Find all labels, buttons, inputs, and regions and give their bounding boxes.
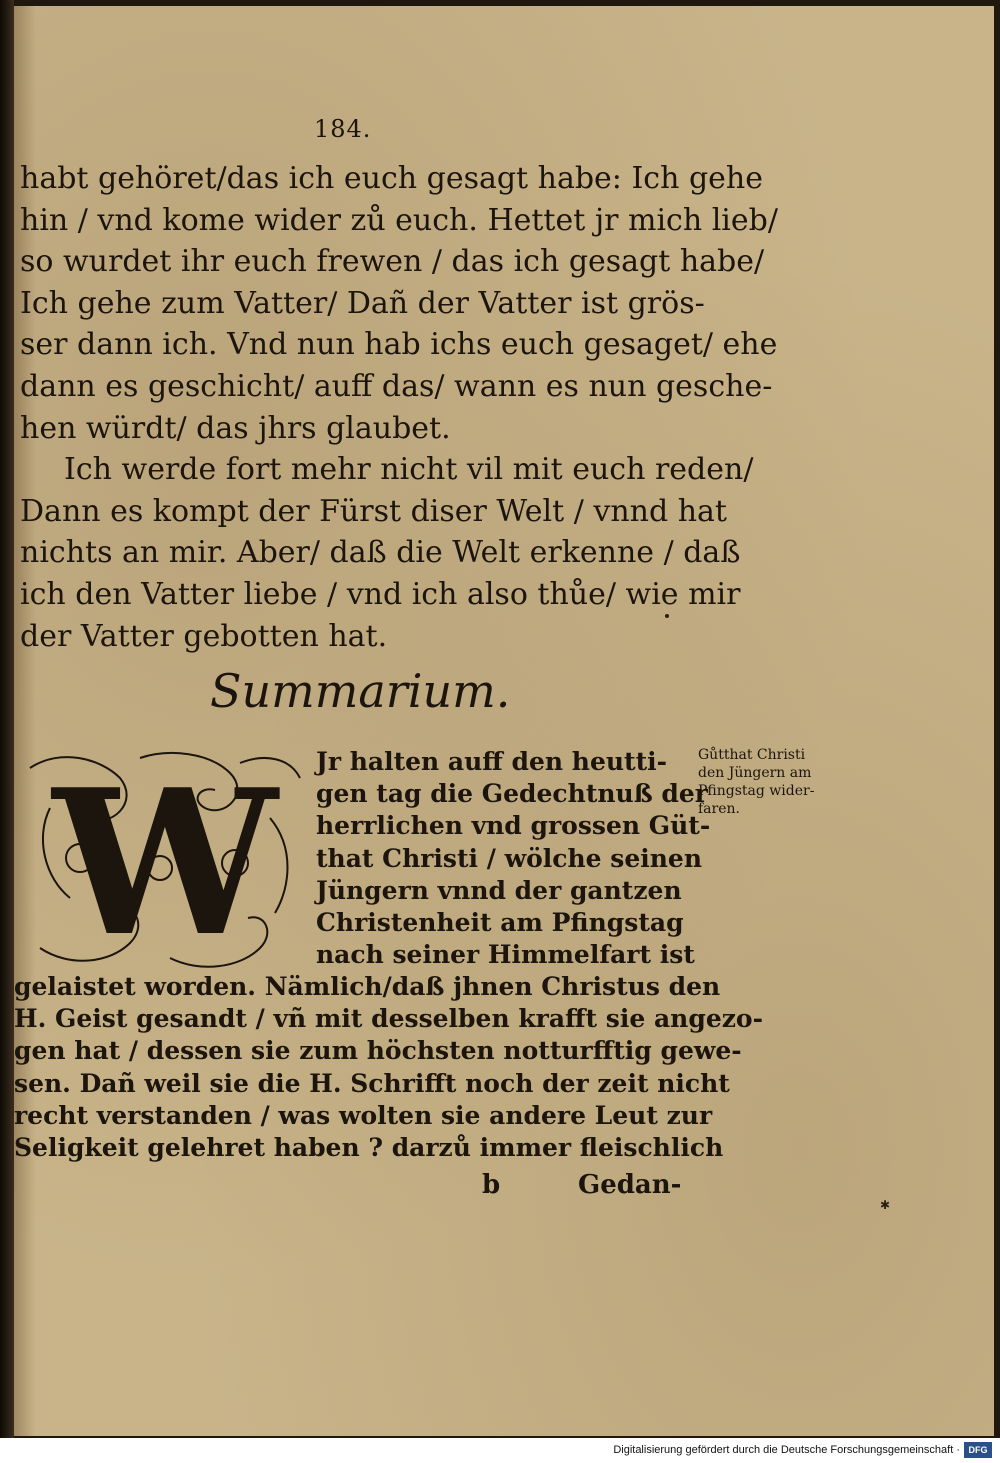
text-line: recht verstanden / was wolten sie andere Leut zur [14, 1100, 713, 1130]
text-line: nach seiner Himmelfart ist [316, 940, 695, 970]
section-heading: Summarium. [210, 664, 511, 718]
signature-mark: b [482, 1170, 501, 1200]
margin-note-line: Gůtthat Christi [698, 747, 806, 763]
text-line: Ich werde fort mehr nicht vil mit euch reden/ [64, 452, 754, 488]
text-line: Seligkeit gelehret haben ? darzů immer fleischlich [14, 1133, 724, 1163]
page-number: 184. [314, 115, 372, 143]
text-line: H. Geist gesandt / vñ mit desselben krafft sie angezo- [14, 1004, 763, 1034]
summary-text [14, 971, 763, 1164]
text-line: so wurdet ihr euch frewen / das ich gesagt habe/ [20, 244, 765, 280]
text-line: nichts an mir. Aber/ daß die Welt erkenne / daß [20, 535, 741, 571]
text-line: der Vatter gebotten hat. [20, 618, 388, 654]
text-line: sen. Dañ weil sie die H. Schrifft noch der zeit nicht [14, 1068, 730, 1098]
margin-note [698, 746, 858, 818]
text-line: that Christi / wölche seinen [316, 843, 703, 873]
text-line: Jüngern vnnd der gantzen [316, 875, 682, 905]
text-line: Dann es kompt der Fürst diser Welt / vnnd hat [20, 493, 727, 529]
text-line: herrlichen vnd grossen Güt- [316, 811, 711, 841]
text-line: Jr halten auff den heutti- [316, 747, 668, 776]
text-line: Christenheit am Pfingstag [316, 908, 684, 938]
text-line: dann es geschicht/ auff das/ wann es nun gesche- [20, 368, 773, 404]
text-line: gelaistet worden. Nämlich/daß jhnen Christus den [14, 972, 721, 1001]
decorated-initial [20, 748, 310, 978]
ink-mark [665, 614, 669, 618]
text-line: gen hat / dessen sie zum höchsten notturfftig gewe- [14, 1036, 742, 1066]
text-line: ich den Vatter liebe / vnd ich also thůe/ wie mir [20, 576, 741, 612]
ink-speck: ✱ [880, 1198, 891, 1212]
footer-credit: Digitalisierung gefördert durch die Deutsche Forschungsgemeinschaft · [613, 1444, 960, 1456]
dfg-logo: DFG [964, 1442, 992, 1458]
summary-wrapped-text [316, 746, 711, 971]
text-line: hen würdt/ das jhrs glaubet. [20, 410, 451, 446]
text-line: ser dann ich. Vnd nun hab ichs euch gesaget/ ehe [20, 327, 778, 363]
margin-note-line: den Jüngern am [698, 765, 812, 781]
catchword: Gedan- [578, 1170, 682, 1200]
text-line: habt gehöret/das ich euch gesagt habe: Ich gehe [20, 161, 763, 196]
book-spine-edge [0, 0, 14, 1438]
margin-note-line: Pfingstag wider- [698, 783, 815, 799]
text-line: gen tag die Gedechtnuß der [316, 779, 708, 809]
text-line: Ich gehe zum Vatter/ Dañ der Vatter ist grös- [20, 285, 705, 321]
scripture-text [20, 158, 778, 657]
initial-letter: W [52, 748, 278, 978]
margin-note-line: faren. [698, 801, 740, 817]
text-line: hin / vnd kome wider zů euch. Hettet jr mich lieb/ [20, 202, 778, 238]
